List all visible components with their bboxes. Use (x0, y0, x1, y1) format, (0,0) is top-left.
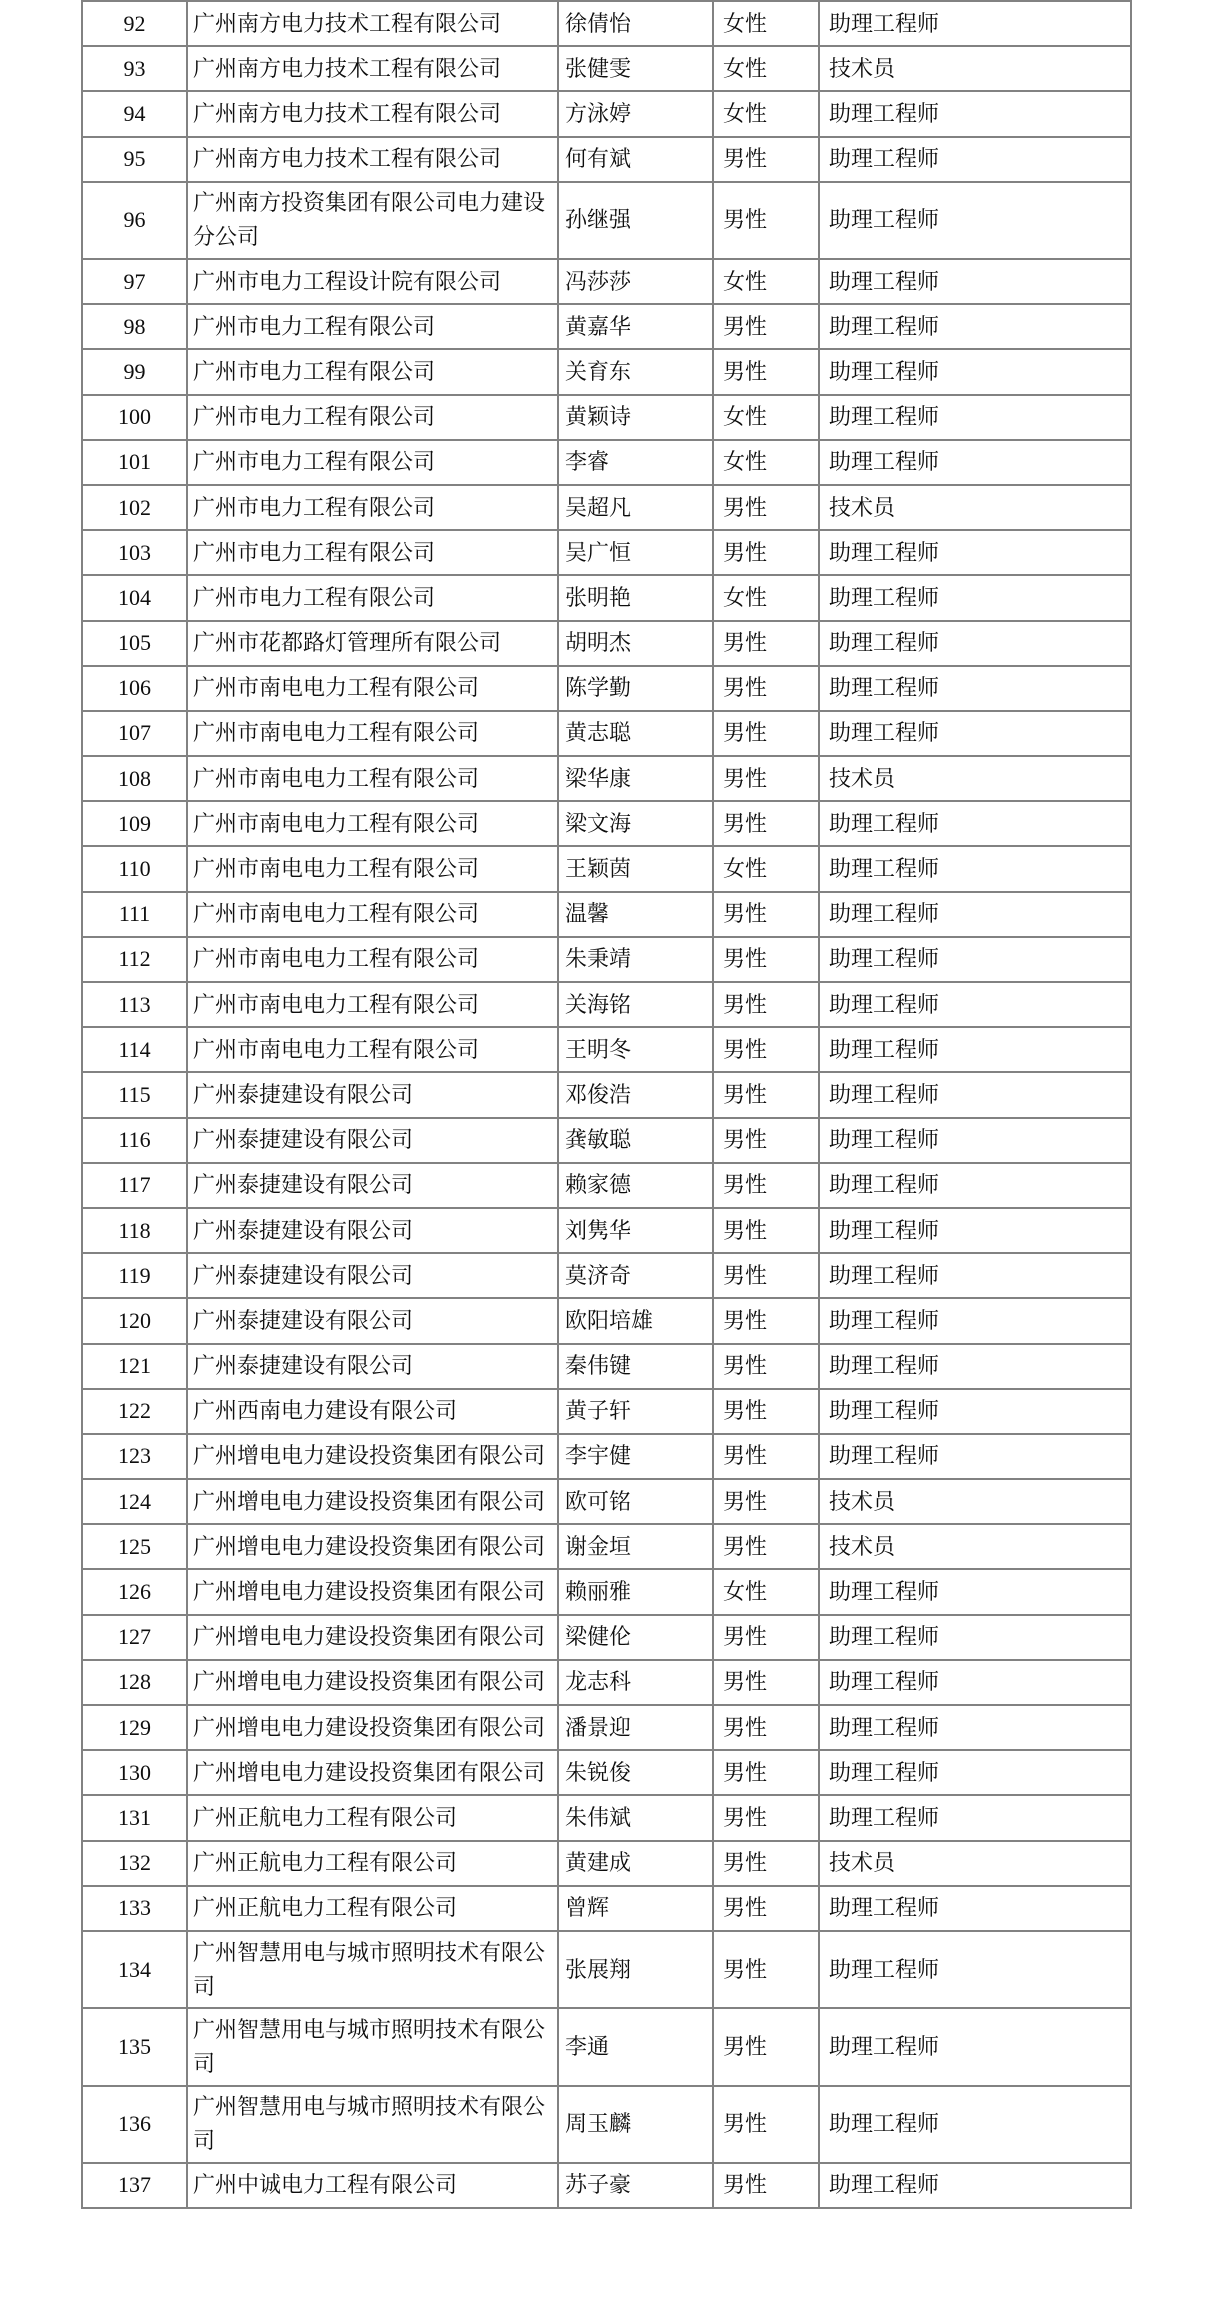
name-cell: 何有斌 (558, 137, 713, 182)
row-number-cell: 107 (82, 711, 187, 756)
company-cell: 广州市南电电力工程有限公司 (187, 801, 558, 846)
company-cell: 广州市电力工程有限公司 (187, 575, 558, 620)
company-cell: 广州增电电力建设投资集团有限公司 (187, 1750, 558, 1795)
table-row (82, 711, 1131, 756)
company-cell: 广州增电电力建设投资集团有限公司 (187, 1434, 558, 1479)
title-cell: 助理工程师 (819, 1389, 1131, 1434)
table-row (82, 1660, 1131, 1705)
row-number-cell: 128 (82, 1660, 187, 1705)
name-cell: 黄志聪 (558, 711, 713, 756)
company-cell: 广州市南电电力工程有限公司 (187, 1027, 558, 1072)
gender-cell: 男性 (713, 1841, 819, 1886)
gender-cell: 女性 (713, 1, 819, 46)
gender-cell: 男性 (713, 1886, 819, 1931)
row-number-cell: 136 (82, 2086, 187, 2163)
title-cell: 助理工程师 (819, 621, 1131, 666)
title-cell: 助理工程师 (819, 2086, 1131, 2163)
gender-cell: 女性 (713, 46, 819, 91)
company-cell: 广州市南电电力工程有限公司 (187, 982, 558, 1027)
name-cell: 朱秉靖 (558, 937, 713, 982)
gender-cell: 男性 (713, 304, 819, 349)
table-row (82, 1344, 1131, 1389)
name-cell: 张明艳 (558, 575, 713, 620)
name-cell: 欧阳培雄 (558, 1298, 713, 1343)
title-cell: 助理工程师 (819, 1, 1131, 46)
title-cell: 助理工程师 (819, 575, 1131, 620)
gender-cell: 女性 (713, 440, 819, 485)
table-row (82, 801, 1131, 846)
table-row (82, 621, 1131, 666)
table-row (82, 259, 1131, 304)
table-row (82, 982, 1131, 1027)
row-number-cell: 126 (82, 1569, 187, 1614)
name-cell: 张展翔 (558, 1931, 713, 2008)
name-cell: 谢金垣 (558, 1524, 713, 1569)
company-cell: 广州市电力工程有限公司 (187, 485, 558, 530)
row-number-cell: 127 (82, 1615, 187, 1660)
title-cell: 助理工程师 (819, 1434, 1131, 1479)
title-cell: 助理工程师 (819, 1163, 1131, 1208)
title-cell: 助理工程师 (819, 1795, 1131, 1840)
row-number-cell: 108 (82, 756, 187, 801)
company-cell: 广州市南电电力工程有限公司 (187, 756, 558, 801)
company-cell: 广州南方电力技术工程有限公司 (187, 1, 558, 46)
title-cell: 助理工程师 (819, 711, 1131, 756)
company-cell: 广州市电力工程有限公司 (187, 440, 558, 485)
title-cell: 助理工程师 (819, 937, 1131, 982)
name-cell: 潘景迎 (558, 1705, 713, 1750)
name-cell: 吴超凡 (558, 485, 713, 530)
gender-cell: 男性 (713, 1705, 819, 1750)
row-number-cell: 99 (82, 349, 187, 394)
name-cell: 关海铭 (558, 982, 713, 1027)
table-row (82, 46, 1131, 91)
table-row (82, 1434, 1131, 1479)
title-cell: 助理工程师 (819, 982, 1131, 1027)
title-cell: 助理工程师 (819, 1886, 1131, 1931)
company-cell: 广州增电电力建设投资集团有限公司 (187, 1660, 558, 1705)
company-cell: 广州泰捷建设有限公司 (187, 1344, 558, 1389)
company-cell: 广州智慧用电与城市照明技术有限公司 (187, 2086, 558, 2163)
gender-cell: 男性 (713, 982, 819, 1027)
company-cell: 广州市南电电力工程有限公司 (187, 937, 558, 982)
title-cell: 助理工程师 (819, 892, 1131, 937)
table-row (82, 892, 1131, 937)
row-number-cell: 116 (82, 1118, 187, 1163)
name-cell: 周玉麟 (558, 2086, 713, 2163)
table-row (82, 756, 1131, 801)
row-number-cell: 125 (82, 1524, 187, 1569)
table-row (82, 1931, 1131, 2008)
table-row (82, 1, 1131, 46)
name-cell: 徐倩怡 (558, 1, 713, 46)
row-number-cell: 104 (82, 575, 187, 620)
title-cell: 技术员 (819, 485, 1131, 530)
row-number-cell: 119 (82, 1253, 187, 1298)
row-number-cell: 110 (82, 846, 187, 891)
gender-cell: 男性 (713, 2008, 819, 2085)
table-row (82, 1118, 1131, 1163)
name-cell: 赖丽雅 (558, 1569, 713, 1614)
company-cell: 广州泰捷建设有限公司 (187, 1118, 558, 1163)
gender-cell: 女性 (713, 395, 819, 440)
title-cell: 助理工程师 (819, 1027, 1131, 1072)
row-number-cell: 132 (82, 1841, 187, 1886)
company-cell: 广州市电力工程有限公司 (187, 395, 558, 440)
gender-cell: 男性 (713, 1027, 819, 1072)
title-cell: 助理工程师 (819, 2163, 1131, 2208)
gender-cell: 男性 (713, 1750, 819, 1795)
table-row (82, 1841, 1131, 1886)
gender-cell: 男性 (713, 892, 819, 937)
name-cell: 梁文海 (558, 801, 713, 846)
gender-cell: 男性 (713, 1163, 819, 1208)
gender-cell: 男性 (713, 137, 819, 182)
table-row (82, 1524, 1131, 1569)
row-number-cell: 131 (82, 1795, 187, 1840)
title-cell: 助理工程师 (819, 1072, 1131, 1117)
title-cell: 助理工程师 (819, 1931, 1131, 2008)
row-number-cell: 96 (82, 182, 187, 259)
name-cell: 黄嘉华 (558, 304, 713, 349)
table-row (82, 1615, 1131, 1660)
gender-cell: 男性 (713, 1660, 819, 1705)
row-number-cell: 118 (82, 1208, 187, 1253)
table-row (82, 485, 1131, 530)
row-number-cell: 122 (82, 1389, 187, 1434)
gender-cell: 男性 (713, 1072, 819, 1117)
table-row (82, 530, 1131, 575)
company-cell: 广州正航电力工程有限公司 (187, 1886, 558, 1931)
company-cell: 广州南方电力技术工程有限公司 (187, 46, 558, 91)
company-cell: 广州市南电电力工程有限公司 (187, 711, 558, 756)
table-row (82, 937, 1131, 982)
gender-cell: 男性 (713, 485, 819, 530)
table-row (82, 304, 1131, 349)
gender-cell: 男性 (713, 937, 819, 982)
table-row (82, 2008, 1131, 2085)
row-number-cell: 98 (82, 304, 187, 349)
company-cell: 广州市花都路灯管理所有限公司 (187, 621, 558, 666)
gender-cell: 女性 (713, 1569, 819, 1614)
table-row (82, 846, 1131, 891)
company-cell: 广州南方电力技术工程有限公司 (187, 91, 558, 136)
title-cell: 技术员 (819, 756, 1131, 801)
table-row (82, 1298, 1131, 1343)
name-cell: 关育东 (558, 349, 713, 394)
row-number-cell: 113 (82, 982, 187, 1027)
name-cell: 胡明杰 (558, 621, 713, 666)
name-cell: 欧可铭 (558, 1479, 713, 1524)
gender-cell: 男性 (713, 666, 819, 711)
name-cell: 龚敏聪 (558, 1118, 713, 1163)
company-cell: 广州南方电力技术工程有限公司 (187, 137, 558, 182)
company-cell: 广州市南电电力工程有限公司 (187, 846, 558, 891)
gender-cell: 女性 (713, 846, 819, 891)
row-number-cell: 137 (82, 2163, 187, 2208)
gender-cell: 男性 (713, 1795, 819, 1840)
gender-cell: 男性 (713, 1344, 819, 1389)
row-number-cell: 93 (82, 46, 187, 91)
title-cell: 助理工程师 (819, 1118, 1131, 1163)
name-cell: 曾辉 (558, 1886, 713, 1931)
gender-cell: 男性 (713, 1931, 819, 2008)
title-cell: 助理工程师 (819, 137, 1131, 182)
row-number-cell: 120 (82, 1298, 187, 1343)
gender-cell: 男性 (713, 711, 819, 756)
gender-cell: 男性 (713, 530, 819, 575)
name-cell: 孙继强 (558, 182, 713, 259)
row-number-cell: 100 (82, 395, 187, 440)
company-cell: 广州市电力工程有限公司 (187, 349, 558, 394)
name-cell: 赖家德 (558, 1163, 713, 1208)
title-cell: 助理工程师 (819, 2008, 1131, 2085)
name-cell: 龙志科 (558, 1660, 713, 1705)
gender-cell: 男性 (713, 756, 819, 801)
table-row (82, 1072, 1131, 1117)
company-cell: 广州智慧用电与城市照明技术有限公司 (187, 2008, 558, 2085)
row-number-cell: 121 (82, 1344, 187, 1389)
gender-cell: 男性 (713, 1615, 819, 1660)
table-row (82, 349, 1131, 394)
title-cell: 助理工程师 (819, 1253, 1131, 1298)
name-cell: 王明冬 (558, 1027, 713, 1072)
row-number-cell: 94 (82, 91, 187, 136)
table-row (82, 2086, 1131, 2163)
name-cell: 李睿 (558, 440, 713, 485)
table-row (82, 1208, 1131, 1253)
company-cell: 广州西南电力建设有限公司 (187, 1389, 558, 1434)
company-cell: 广州泰捷建设有限公司 (187, 1208, 558, 1253)
name-cell: 陈学勤 (558, 666, 713, 711)
gender-cell: 男性 (713, 1479, 819, 1524)
table-row (82, 666, 1131, 711)
name-cell: 梁华康 (558, 756, 713, 801)
company-cell: 广州增电电力建设投资集团有限公司 (187, 1705, 558, 1750)
row-number-cell: 105 (82, 621, 187, 666)
row-number-cell: 135 (82, 2008, 187, 2085)
row-number-cell: 111 (82, 892, 187, 937)
company-cell: 广州正航电力工程有限公司 (187, 1795, 558, 1840)
title-cell: 助理工程师 (819, 1208, 1131, 1253)
title-cell: 助理工程师 (819, 1344, 1131, 1389)
name-cell: 吴广恒 (558, 530, 713, 575)
company-cell: 广州市电力工程有限公司 (187, 530, 558, 575)
company-cell: 广州增电电力建设投资集团有限公司 (187, 1524, 558, 1569)
title-cell: 助理工程师 (819, 666, 1131, 711)
gender-cell: 男性 (713, 182, 819, 259)
title-cell: 助理工程师 (819, 530, 1131, 575)
name-cell: 方泳婷 (558, 91, 713, 136)
row-number-cell: 92 (82, 1, 187, 46)
name-cell: 黄建成 (558, 1841, 713, 1886)
row-number-cell: 114 (82, 1027, 187, 1072)
title-cell: 助理工程师 (819, 91, 1131, 136)
gender-cell: 男性 (713, 349, 819, 394)
row-number-cell: 115 (82, 1072, 187, 1117)
title-cell: 助理工程师 (819, 801, 1131, 846)
row-number-cell: 102 (82, 485, 187, 530)
table-row (82, 1027, 1131, 1072)
gender-cell: 女性 (713, 575, 819, 620)
company-cell: 广州泰捷建设有限公司 (187, 1072, 558, 1117)
name-cell: 秦伟键 (558, 1344, 713, 1389)
title-cell: 助理工程师 (819, 304, 1131, 349)
company-cell: 广州南方投资集团有限公司电力建设分公司 (187, 182, 558, 259)
row-number-cell: 103 (82, 530, 187, 575)
name-cell: 黄颖诗 (558, 395, 713, 440)
gender-cell: 男性 (713, 1298, 819, 1343)
company-cell: 广州市电力工程有限公司 (187, 304, 558, 349)
company-cell: 广州增电电力建设投资集团有限公司 (187, 1615, 558, 1660)
row-number-cell: 117 (82, 1163, 187, 1208)
name-cell: 莫济奇 (558, 1253, 713, 1298)
gender-cell: 男性 (713, 1389, 819, 1434)
row-number-cell: 109 (82, 801, 187, 846)
name-cell: 朱锐俊 (558, 1750, 713, 1795)
name-cell: 梁健伦 (558, 1615, 713, 1660)
row-number-cell: 124 (82, 1479, 187, 1524)
table-row (82, 395, 1131, 440)
name-cell: 温馨 (558, 892, 713, 937)
name-cell: 苏子豪 (558, 2163, 713, 2208)
title-cell: 助理工程师 (819, 1705, 1131, 1750)
row-number-cell: 130 (82, 1750, 187, 1795)
title-cell: 助理工程师 (819, 1298, 1131, 1343)
table-row (82, 1750, 1131, 1795)
name-cell: 张健雯 (558, 46, 713, 91)
certification-roster-table (81, 0, 1132, 2209)
row-number-cell: 133 (82, 1886, 187, 1931)
company-cell: 广州泰捷建设有限公司 (187, 1253, 558, 1298)
table-row (82, 1479, 1131, 1524)
gender-cell: 男性 (713, 2163, 819, 2208)
table-row (82, 1886, 1131, 1931)
company-cell: 广州正航电力工程有限公司 (187, 1841, 558, 1886)
company-cell: 广州市南电电力工程有限公司 (187, 666, 558, 711)
table-row (82, 137, 1131, 182)
title-cell: 技术员 (819, 46, 1131, 91)
company-cell: 广州增电电力建设投资集团有限公司 (187, 1479, 558, 1524)
title-cell: 技术员 (819, 1841, 1131, 1886)
title-cell: 助理工程师 (819, 259, 1131, 304)
company-cell: 广州增电电力建设投资集团有限公司 (187, 1569, 558, 1614)
gender-cell: 女性 (713, 91, 819, 136)
table-row (82, 2163, 1131, 2208)
name-cell: 王颖茵 (558, 846, 713, 891)
title-cell: 助理工程师 (819, 395, 1131, 440)
table-row (82, 575, 1131, 620)
row-number-cell: 101 (82, 440, 187, 485)
row-number-cell: 123 (82, 1434, 187, 1479)
title-cell: 助理工程师 (819, 846, 1131, 891)
title-cell: 技术员 (819, 1524, 1131, 1569)
row-number-cell: 95 (82, 137, 187, 182)
gender-cell: 男性 (713, 2086, 819, 2163)
row-number-cell: 134 (82, 1931, 187, 2008)
company-cell: 广州泰捷建设有限公司 (187, 1163, 558, 1208)
name-cell: 邓俊浩 (558, 1072, 713, 1117)
company-cell: 广州中诚电力工程有限公司 (187, 2163, 558, 2208)
table-row (82, 1389, 1131, 1434)
row-number-cell: 106 (82, 666, 187, 711)
gender-cell: 女性 (713, 259, 819, 304)
name-cell: 朱伟斌 (558, 1795, 713, 1840)
title-cell: 助理工程师 (819, 182, 1131, 259)
company-cell: 广州市电力工程设计院有限公司 (187, 259, 558, 304)
title-cell: 助理工程师 (819, 1750, 1131, 1795)
name-cell: 黄子轩 (558, 1389, 713, 1434)
name-cell: 李宇健 (558, 1434, 713, 1479)
table-row (82, 440, 1131, 485)
title-cell: 助理工程师 (819, 1660, 1131, 1705)
title-cell: 助理工程师 (819, 440, 1131, 485)
table-row (82, 182, 1131, 259)
table-row (82, 1253, 1131, 1298)
company-cell: 广州智慧用电与城市照明技术有限公司 (187, 1931, 558, 2008)
roster-table-body (82, 0, 1131, 2208)
title-cell: 助理工程师 (819, 1615, 1131, 1660)
table-row (82, 1795, 1131, 1840)
gender-cell: 男性 (713, 1434, 819, 1479)
table-row (82, 1569, 1131, 1614)
name-cell: 冯莎莎 (558, 259, 713, 304)
title-cell: 助理工程师 (819, 349, 1131, 394)
table-row (82, 1705, 1131, 1750)
company-cell: 广州市南电电力工程有限公司 (187, 892, 558, 937)
gender-cell: 男性 (713, 621, 819, 666)
name-cell: 刘隽华 (558, 1208, 713, 1253)
row-number-cell: 112 (82, 937, 187, 982)
gender-cell: 男性 (713, 1253, 819, 1298)
gender-cell: 男性 (713, 1524, 819, 1569)
title-cell: 助理工程师 (819, 1569, 1131, 1614)
row-number-cell: 97 (82, 259, 187, 304)
row-number-cell: 129 (82, 1705, 187, 1750)
gender-cell: 男性 (713, 1118, 819, 1163)
company-cell: 广州泰捷建设有限公司 (187, 1298, 558, 1343)
gender-cell: 男性 (713, 801, 819, 846)
table-row (82, 1163, 1131, 1208)
gender-cell: 男性 (713, 1208, 819, 1253)
name-cell: 李通 (558, 2008, 713, 2085)
table-row (82, 91, 1131, 136)
title-cell: 技术员 (819, 1479, 1131, 1524)
